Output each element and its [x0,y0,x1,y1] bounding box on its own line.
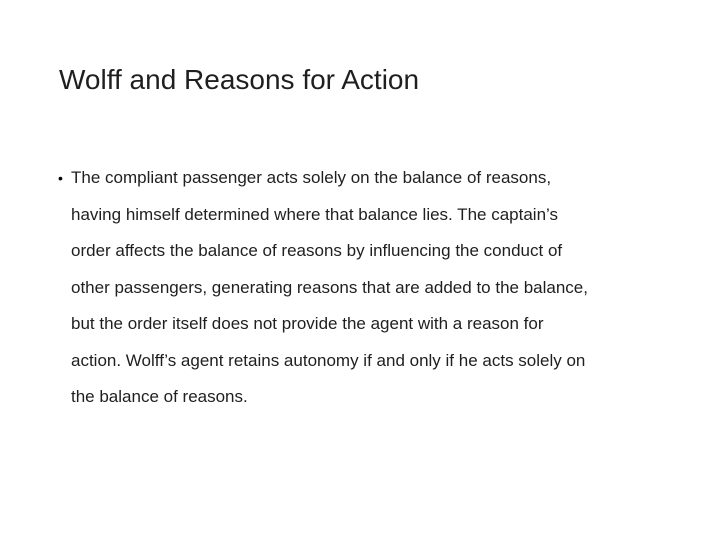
bullet-line: the balance of reasons. [71,387,248,406]
slide-title: Wolff and Reasons for Action [59,64,420,95]
bullet-text [71,160,678,416]
bullet-line: other passengers, generating reasons that are added to the balance, [71,277,588,297]
bullet-line: order affects the balance of reasons by influencing the conduct of [71,241,563,260]
bullet-line: having himself determined where that balance lies. The captain’s [71,204,558,224]
bullet-item [58,160,678,416]
slide-body [58,160,678,416]
bullet-line: but the order itself does not provide the agent with a reason for [71,314,544,333]
bullet-line: The compliant passenger acts solely on the balance of reasons, [71,168,552,187]
bullet-icon: • [58,170,63,186]
bullet-line: action. Wolff’s agent retains autonomy if and only if he acts solely on [71,350,586,370]
